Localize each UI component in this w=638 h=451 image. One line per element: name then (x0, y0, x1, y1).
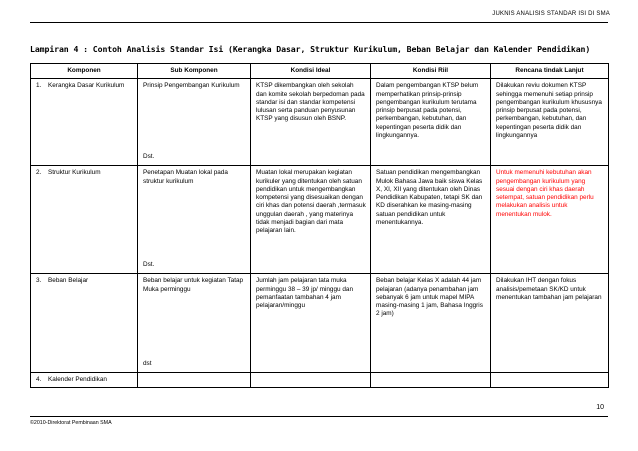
komponen-text: Struktur Kurikulum (48, 169, 101, 177)
page-number: 10 (596, 404, 604, 411)
kondisi-riil-cell: Dalam pengembangan KTSP belum memperhatikan prinsip-prinsip pengembangan kurikulum terutama prinsip berpusat pada potensi, perkembangan, kebutuhan, dan kepentingan peserta didik dan lingkungannya. (371, 79, 491, 166)
footer-copyright: ©2010-Direktorat Pembinaan SMA (30, 420, 112, 426)
row-number: 3. (36, 277, 42, 285)
table-row (31, 274, 609, 373)
rencana-cell: Dilakukan reviu dokumen KTSP sehingga memenuhi setiap prinsip pengembangan kurikulum khususnya prinsip berpusat pada potensi, perkembangan, kebutuhan, dan kepentingan peserta didik dan lingkungannya (491, 79, 609, 166)
sub-komponen-cell (138, 274, 251, 373)
column-header-kondisi-ideal: Kondisi Ideal (251, 64, 371, 79)
table-row (31, 166, 609, 274)
kondisi-ideal-cell: Jumlah jam pelajaran tata muka perminggu 38 – 39 jp/ minggu dan pemanfaatan tambahan 4 jam pelajaran/minggu (251, 274, 371, 373)
sub-komponen-text: Penetapan Muatan lokal pada struktur kurikulum (143, 169, 228, 185)
footer-rule (30, 416, 608, 417)
sub-komponen-dst: dst (143, 360, 152, 367)
komponen-cell (31, 166, 138, 274)
kondisi-riil-cell: Satuan pendidikan mengembangkan Mulok Bahasa Jawa baik siswa Kelas X, XI, XII yang ditentukan oleh Dinas Pendidikan Kabupaten, tetapi SK dan KD diserahkan ke masing-masing satuan pendidikan untuk menentukannya. (371, 166, 491, 274)
rencana-cell (491, 373, 609, 387)
sub-komponen-cell (138, 166, 251, 274)
sub-komponen-dst: Dst. (143, 261, 155, 268)
running-header: JUKNIS ANALISIS STANDAR ISI DI SMA (492, 11, 610, 17)
row-number: 2. (36, 169, 42, 177)
sub-komponen-cell (138, 79, 251, 166)
sub-komponen-text: Beban belajar untuk kegiatan Tatap Muka perminggu (143, 277, 244, 293)
kondisi-ideal-cell: Muatan lokal merupakan kegiatan kurikuler yang ditentukan oleh satuan pendidikan untuk mengembangkan kompetensi yang disesuaikan dengan ciri khas dan potensi daerah ,termasuk unggulan daerah , yang materinya tidak menjadi bagian dari mata pelajaran lain. (251, 166, 371, 274)
rencana-cell: Untuk memenuhi kebutuhan akan pengembangan kurikulum yang sesuai dengan ciri khas daerah setempat, satuan pendidikan perlu melakukan analisis untuk menentukan mulok. (491, 166, 609, 274)
table-row (31, 79, 609, 166)
rencana-cell: Dilakukan IHT dengan fokus analisis/pemetaan SK/KD untuk menentukan tambahan jam pelajaran (491, 274, 609, 373)
row-number: 1. (36, 82, 42, 90)
row-number: 4. (36, 376, 42, 384)
table-header-row (31, 64, 609, 79)
column-header-komponen: Komponen (31, 64, 138, 79)
kondisi-riil-cell: Beban belajar Kelas X adalah 44 jam pelajaran (adanya penambahan jam sebanyak 6 jam untuk mapel MIPA masing-masing 1 jam, Bahasa Inggris 2 jam) (371, 274, 491, 373)
komponen-cell (31, 373, 138, 387)
page-title: Lampiran 4 : Contoh Analisis Standar Isi (Kerangka Dasar, Struktur Kurikulum, Beban Belajar dan Kalender Pendidikan) (30, 44, 591, 54)
column-header-sub-komponen: Sub Komponen (138, 64, 251, 79)
table-row (31, 373, 609, 387)
kondisi-ideal-cell (251, 373, 371, 387)
komponen-cell (31, 79, 138, 166)
komponen-text: Kerangka Dasar Kurikulum (48, 82, 125, 90)
sub-komponen-text: Prinsip Pengembangan Kurikulum (143, 82, 240, 90)
analysis-table (30, 63, 609, 388)
column-header-rencana: Rencana tindak Lanjut (491, 64, 609, 79)
header-rule (30, 22, 608, 23)
kondisi-ideal-cell: KTSP dikembangkan oleh sekolah dan komite sekolah berpedoman pada standar isi dan standar kompetensi lulusan serta panduan penyusunan KTSP yang disusun oleh BSNP. (251, 79, 371, 166)
komponen-text: Beban Belajar (48, 277, 89, 285)
column-header-kondisi-riil: Kondisi Riil (371, 64, 491, 79)
komponen-cell (31, 274, 138, 373)
sub-komponen-cell (138, 373, 251, 387)
sub-komponen-dst: Dst. (143, 153, 155, 160)
kondisi-riil-cell (371, 373, 491, 387)
komponen-text: Kalender Pendidikan (48, 376, 107, 384)
